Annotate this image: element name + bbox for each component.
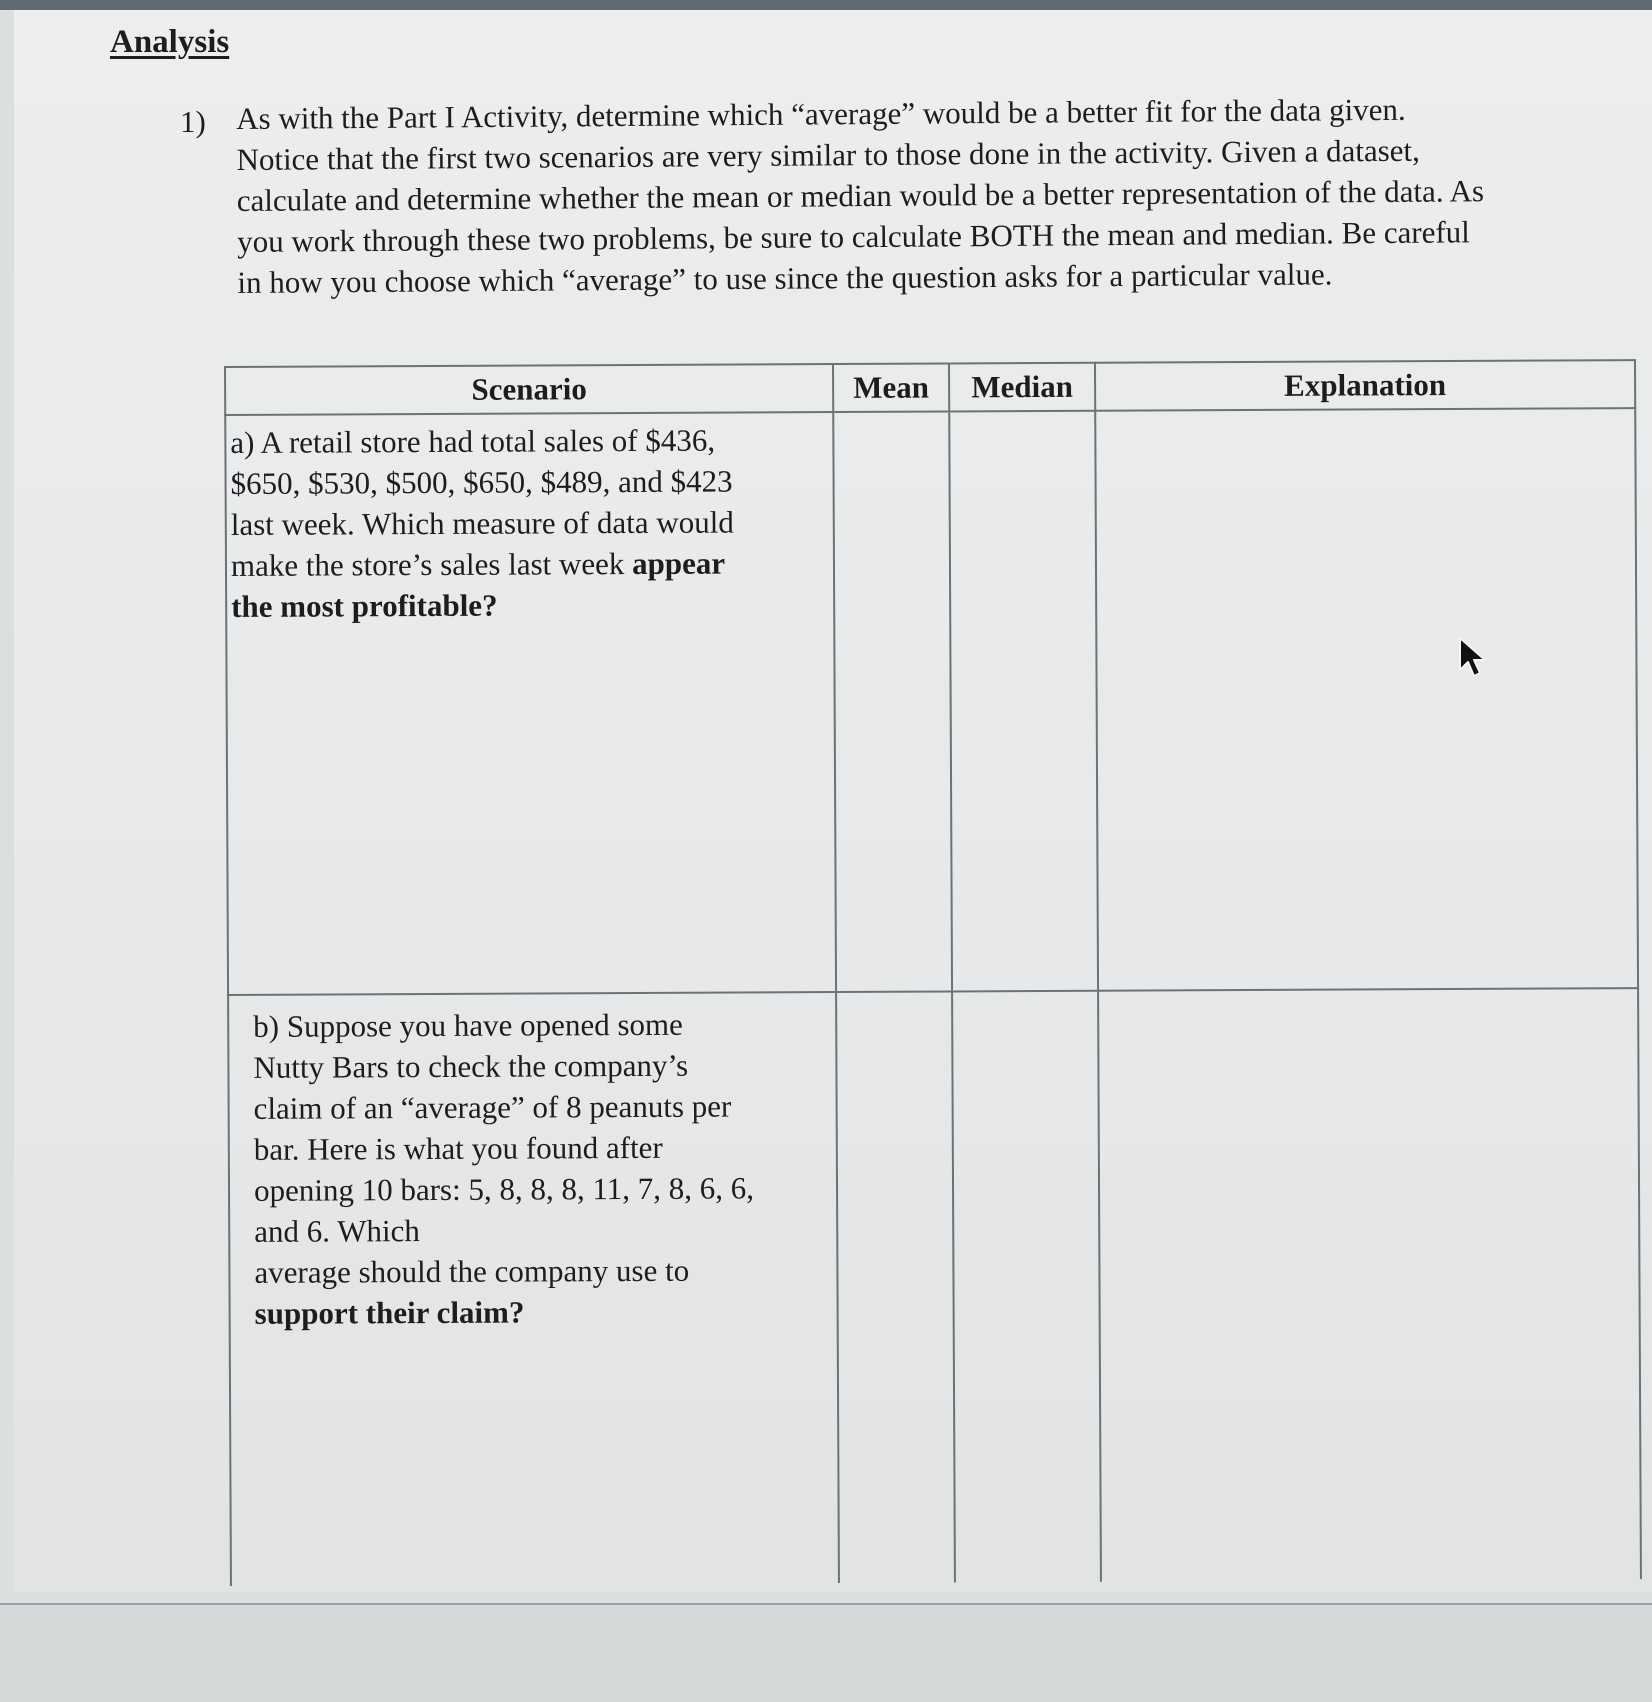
explanation-a-answer-cell[interactable] — [1095, 408, 1638, 991]
question-number: 1) — [180, 104, 206, 139]
explanation-b-answer-cell[interactable] — [1098, 988, 1641, 1582]
scenario-b-question: support their claim? — [254, 1294, 525, 1331]
median-b-answer-cell[interactable] — [952, 991, 1101, 1583]
header-mean: Mean — [833, 363, 949, 412]
header-median: Median — [949, 363, 1095, 412]
median-a-answer-cell[interactable] — [949, 411, 1098, 992]
scenario-a-question: appear the most profitable? — [231, 545, 726, 624]
header-explanation: Explanation — [1095, 360, 1635, 411]
table-header-row — [225, 360, 1635, 415]
header-scenario: Scenario — [225, 364, 833, 415]
scenario-table — [224, 359, 1642, 1586]
scenario-b-text: b) Suppose you have opened some Nutty Bars to check the company’s claim of an “average” of 8 peanuts per bar. Here is what you found after opening 10 bars: 5, 8, 8, 8, 11, 7, 8, 6, 6, and 6. Which average should the company use to — [253, 1006, 755, 1290]
scenario-a-text: a) A retail store had total sales of $436, $650, $530, $500, $650, $489, and $423 last week. Which measure of data would make the store’s sales last week — [230, 422, 734, 583]
section-heading: Analysis — [110, 24, 230, 60]
question-text: As with the Part I Activity, determine which “average” would be a better fit for the data given. Notice that the first two scenarios are very similar to those done in the activity. Given a dataset, calculate and determine whether the mean or median would be a better representation of the data. As you work through these two problems, be sure to calculate BOTH the mean and median. Be careful in how you choose which “average” to use since the question asks for a particular value. — [236, 91, 1485, 300]
screen-top-edge — [0, 0, 1652, 10]
mouse-pointer-icon — [1458, 636, 1488, 682]
table-row — [225, 408, 1638, 995]
mean-b-answer-cell[interactable] — [836, 991, 955, 1583]
table-row — [228, 988, 1641, 1586]
scenario-a-cell — [225, 412, 836, 995]
mean-a-answer-cell[interactable] — [833, 411, 952, 992]
desk-surface — [0, 1605, 1652, 1702]
scenario-b-cell — [228, 992, 839, 1586]
